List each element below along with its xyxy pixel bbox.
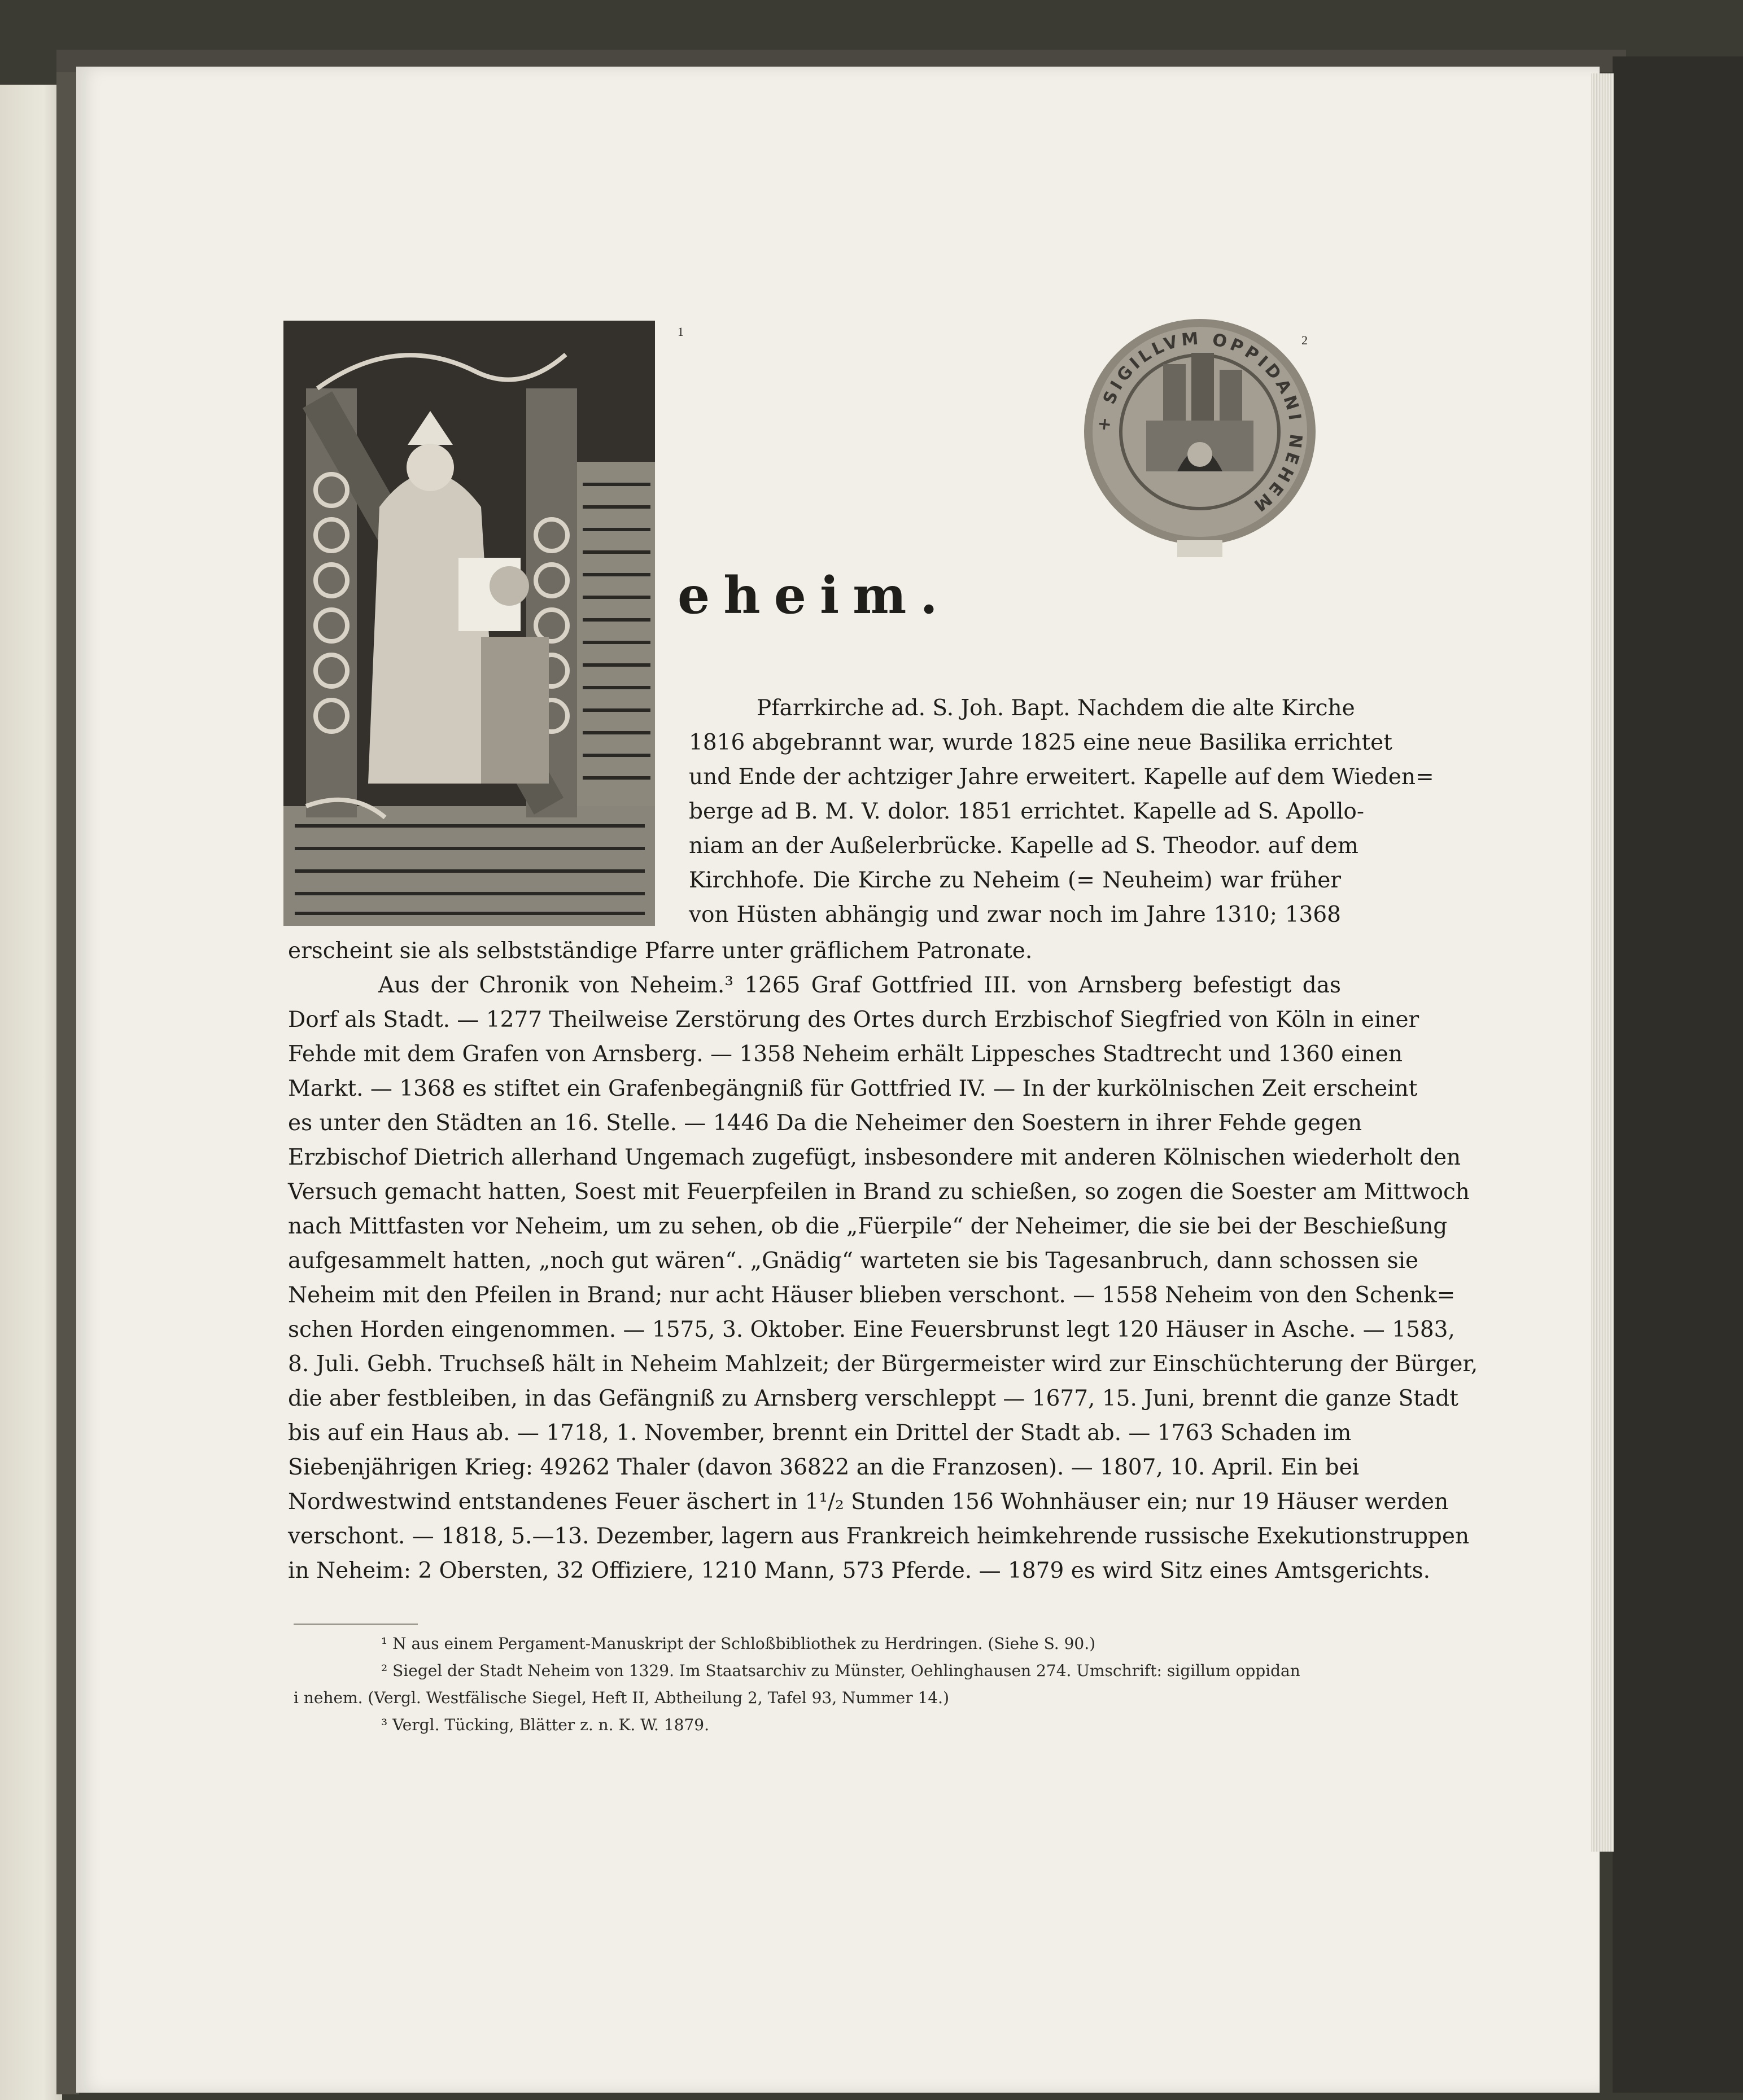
heading-title-rest: eheim. [678, 566, 951, 625]
page-stack-edges [1591, 73, 1614, 1852]
body-line-8: Versuch gemacht hatten, Soest mit Feuerpfeilen in Brand zu schießen, so zogen die Soester am Mittwoch [288, 1179, 1470, 1205]
left-page-edge [0, 85, 62, 2100]
footnote-divider [294, 1624, 418, 1625]
body-line-narrow-3: und Ende der achtziger Jahre erweitert. Kapelle auf dem Wieden= [689, 764, 1434, 790]
body-line-19: in Neheim: 2 Obersten, 32 Offiziere, 1210 Mann, 573 Pferde. — 1879 es wird Sitz eines Amtsgerichts. [288, 1558, 1431, 1583]
body-line-narrow-2: 1816 abgebrannt war, wurde 1825 eine neue Basilika errichtet [689, 730, 1392, 755]
body-line-7: Erzbischof Dietrich allerhand Ungemach zugefügt, insbesondere mit anderen Kölnischen wiederholt den [288, 1145, 1461, 1170]
body-line-9: nach Mittfasten vor Neheim, um zu sehen, ob die „Füerpile“ der Neheimer, die sie bei der Beschießung [288, 1214, 1448, 1239]
book-spine [56, 62, 79, 2094]
body-line-3: Dorf als Stadt. — 1277 Theilweise Zerstörung des Ortes durch Erzbischof Siegfried von Köln in einer [288, 1007, 1419, 1032]
body-line-narrow-1: Pfarrkirche ad. S. Joh. Bapt. Nachdem die alte Kirche [757, 695, 1355, 721]
figure-2-number: 2 [1301, 333, 1308, 347]
body-line-16: Siebenjährigen Krieg: 49262 Thaler (davon 36822 an die Franzosen). — 1807, 10. April. Ein bei [288, 1455, 1360, 1480]
body-line-15: bis auf ein Haus ab. — 1718, 1. November, brennt ein Drittel der Stadt ab. — 1763 Schaden im [288, 1420, 1352, 1446]
book-cover-right [1613, 56, 1743, 2093]
footnote-1: ¹ N aus einem Pergament-Manuskript der Schloßbibliothek zu Herdringen. (Siehe S. 90.) [381, 1634, 1096, 1653]
body-line-4: Fehde mit dem Grafen von Arnsberg. — 1358 Neheim erhält Lippesches Stadtrecht und 1360 einen [288, 1042, 1403, 1067]
body-line-10: aufgesammelt hatten, „noch gut wären“. „Gnädig“ warteten sie bis Tagesanbruch, dann schossen sie [288, 1248, 1419, 1274]
illuminated-initial-image [283, 321, 655, 926]
body-line-1: erscheint sie als selbstständige Pfarre unter gräflichem Patronate. [288, 938, 1033, 964]
body-line-narrow-6: Kirchhofe. Die Kirche zu Neheim (= Neuheim) war früher [689, 868, 1341, 893]
body-line-14: die aber festbleiben, in das Gefängniß zu Arnsberg verschleppt — 1677, 15. Juni, brennt die ganze Stadt [288, 1386, 1458, 1411]
body-line-2: Aus der Chronik von Neheim.³ 1265 Graf Gottfried III. von Arnsberg befestigt das [378, 973, 1341, 998]
body-line-narrow-4: berge ad B. M. V. dolor. 1851 errichtet. Kapelle ad S. Apollo- [689, 799, 1365, 824]
city-seal-image [1078, 313, 1321, 565]
body-line-narrow-5: niam an der Außelerbrücke. Kapelle ad S. Theodor. auf dem [689, 833, 1358, 859]
footnote-2-continued: i nehem. (Vergl. Westfälische Siegel, Heft II, Abtheilung 2, Tafel 93, Nummer 14.) [294, 1688, 949, 1707]
body-line-narrow-7: von Hüsten abhängig und zwar noch im Jahre 1310; 1368 [689, 902, 1341, 928]
body-line-13: 8. Juli. Gebh. Truchseß hält in Neheim Mahlzeit; der Bürgermeister wird zur Einschüchterung der Bürger, [288, 1351, 1478, 1377]
seal-legend: + SIGILLVM OPPIDANI NEHEM [1094, 329, 1306, 517]
body-line-11: Neheim mit den Pfeilen in Brand; nur acht Häuser blieben verschont. — 1558 Neheim von den Schenk= [288, 1283, 1456, 1308]
body-line-5: Markt. — 1368 es stiftet ein Grafenbegängniß für Gottfried IV. — In der kurkölnischen Zeit erscheint [288, 1076, 1418, 1101]
body-line-12: schen Horden eingenommen. — 1575, 3. Oktober. Eine Feuersbrunst legt 120 Häuser in Asche. — 1583, [288, 1317, 1455, 1342]
footnote-2: ² Siegel der Stadt Neheim von 1329. Im Staatsarchiv zu Münster, Oehlinghausen 274. Umschrift: sigillum oppidan [381, 1661, 1300, 1680]
figure-1-number: 1 [678, 325, 684, 339]
body-line-17: Nordwestwind entstandenes Feuer äschert in 1¹/₂ Stunden 156 Wohnhäuser ein; nur 19 Häuser werden [288, 1489, 1449, 1515]
body-line-6: es unter den Städten an 16. Stelle. — 1446 Da die Neheimer den Soestern in ihrer Fehde gegen [288, 1110, 1362, 1136]
footnote-3: ³ Vergl. Tücking, Blätter z. n. K. W. 1879. [381, 1716, 710, 1734]
body-line-18: verschont. — 1818, 5.—13. Dezember, lagern aus Frankreich heimkehrende russische Exekutionstruppen [288, 1524, 1470, 1549]
